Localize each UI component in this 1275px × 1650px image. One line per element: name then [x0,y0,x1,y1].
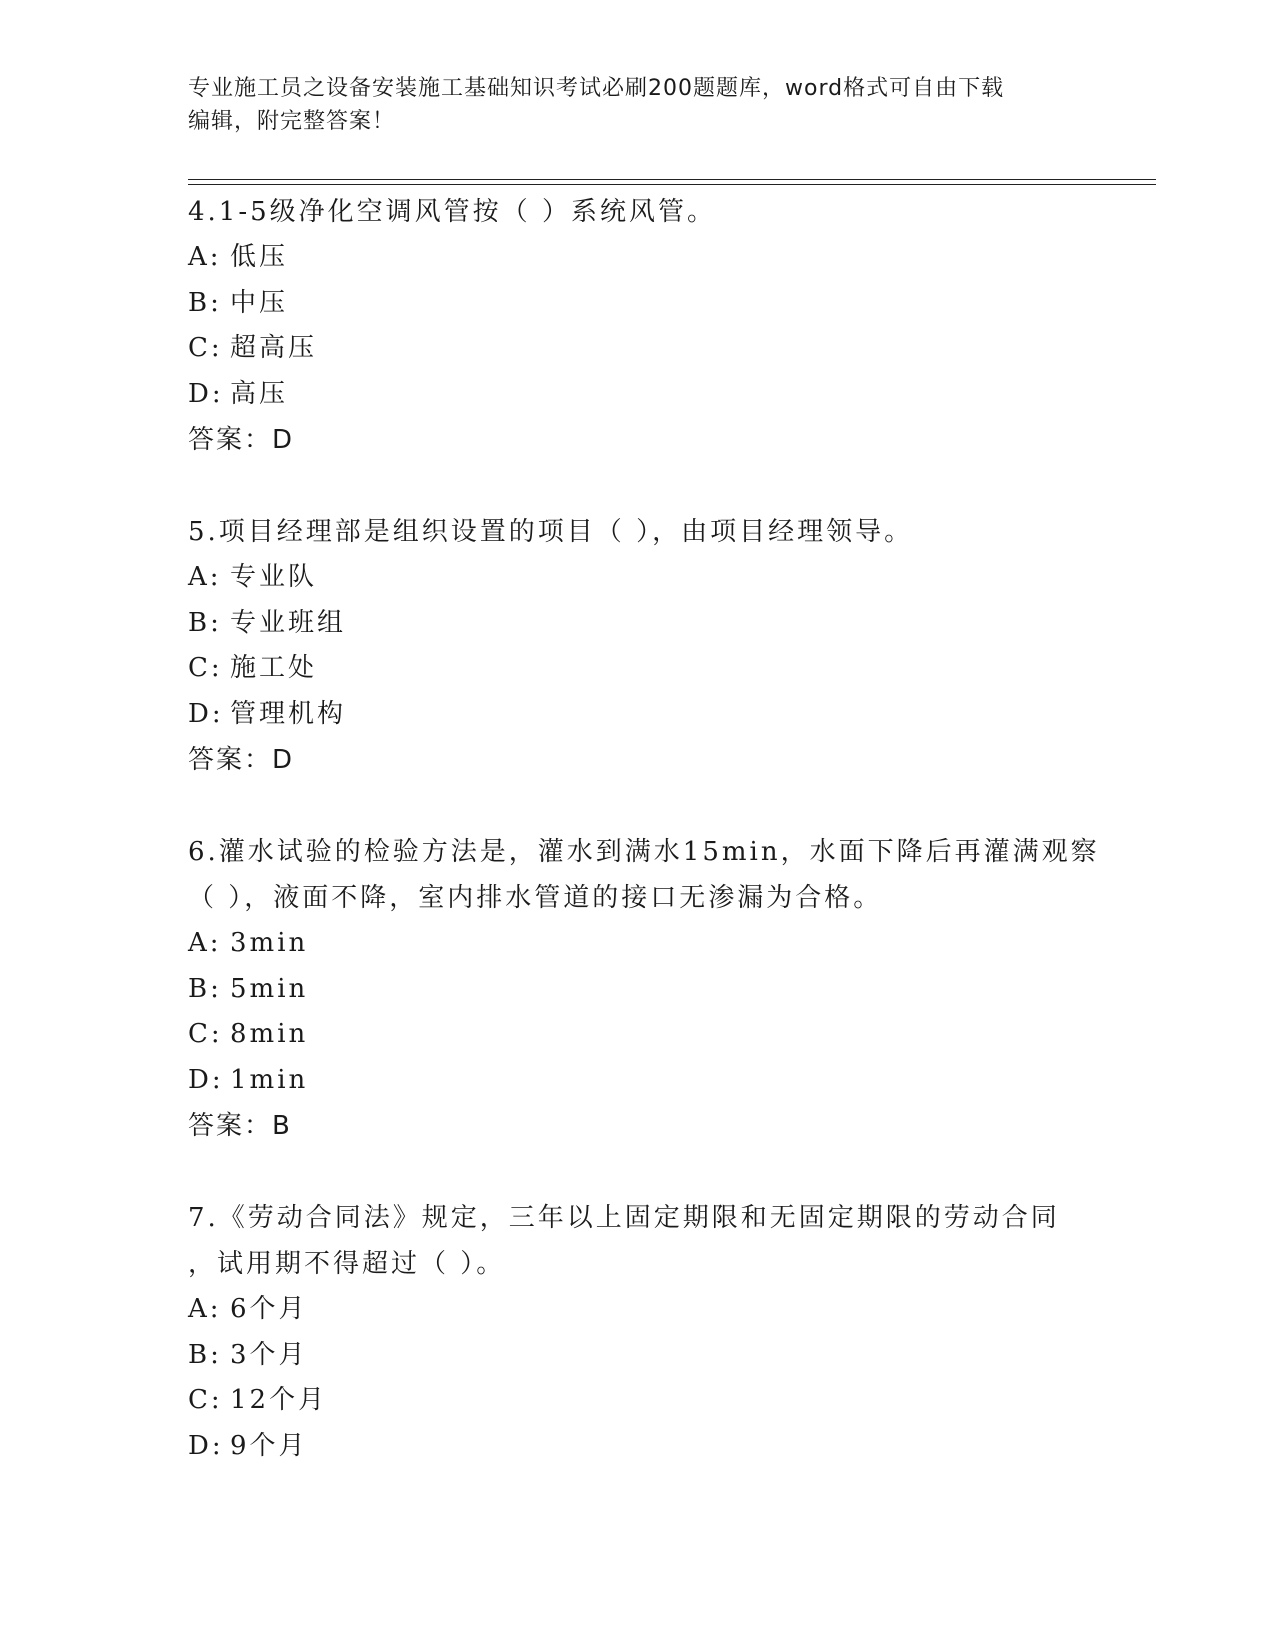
option-a [188,921,1108,967]
option-text: 3min [230,928,309,958]
option-b [188,601,1108,647]
option-text: 中压 [230,287,289,318]
question-stem-continued: ，试用期不得超过（ ）。 [188,1249,506,1279]
option-key: B: [188,287,222,318]
option-text: 专业班组 [230,607,347,638]
question-stem-continued: （ ），液面不降，室内排水管道的接口无渗漏为合格。 [188,883,883,913]
option-key: A: [188,562,222,592]
option-a [188,1287,1108,1333]
option-key: D: [188,698,224,729]
option-key: B: [188,973,222,1004]
option-text: 3个月 [230,1339,308,1370]
option-b [188,281,1108,327]
answer-line: 答案：B [188,1111,292,1141]
option-key: A: [188,928,222,958]
option-key: A: [188,242,222,272]
option-text: 超高压 [230,333,318,363]
option-d [188,692,1108,738]
question-6 [188,829,1108,1149]
question-stem: 4.1-5级净化空调风管按（ ）系统风管。 [188,197,716,227]
option-d [188,1424,1108,1470]
option-key: B: [188,1339,222,1370]
option-key: D: [188,378,224,409]
option-text: 管理机构 [230,698,347,729]
option-a [188,555,1108,601]
option-c [188,646,1108,692]
option-text: 8min [230,1019,309,1049]
option-c [188,1378,1108,1424]
header-divider-top [188,179,1156,180]
question-stem: 7.《劳动合同法》规定，三年以上固定期限和无固定期限的劳动合同 [188,1203,1060,1233]
header-title-line-2: 编辑，附完整答案！ [188,109,396,134]
question-5 [188,509,1108,783]
question-7 [188,1195,1108,1469]
option-b [188,1333,1108,1379]
option-key: A: [188,1294,222,1324]
option-key: C: [188,333,223,363]
option-a [188,235,1108,281]
option-key: D: [188,1430,224,1461]
header-title-line-1: 专业施工员之设备安装施工基础知识考试必刷200题题库，word格式可自由下载 [188,76,1005,101]
option-text: 12个月 [230,1385,328,1415]
option-c [188,326,1108,372]
header-divider-bottom [188,184,1156,185]
question-stem: 5.项目经理部是组织设置的项目（ ），由项目经理领导。 [188,517,914,547]
option-text: 6个月 [230,1294,308,1324]
option-key: C: [188,1385,223,1415]
answer-line: 答案：D [188,425,295,455]
option-text: 施工处 [230,653,318,683]
option-b [188,967,1108,1013]
option-text: 9个月 [230,1430,308,1461]
option-text: 专业队 [230,562,318,592]
option-key: B: [188,607,222,638]
answer-line: 答案：D [188,745,295,775]
option-text: 5min [230,973,309,1004]
option-d [188,372,1108,418]
option-c [188,1012,1108,1058]
question-4 [188,189,1108,463]
option-key: D: [188,1064,224,1095]
option-key: C: [188,1019,223,1049]
question-stem: 6.灌水试验的检验方法是，灌水到满水15min，水面下降后再灌满观察 [188,837,1100,867]
option-key: C: [188,653,223,683]
option-text: 低压 [230,242,289,272]
option-text: 1min [230,1064,309,1095]
option-d [188,1058,1108,1104]
document-header [188,72,1088,138]
option-text: 高压 [230,378,289,409]
